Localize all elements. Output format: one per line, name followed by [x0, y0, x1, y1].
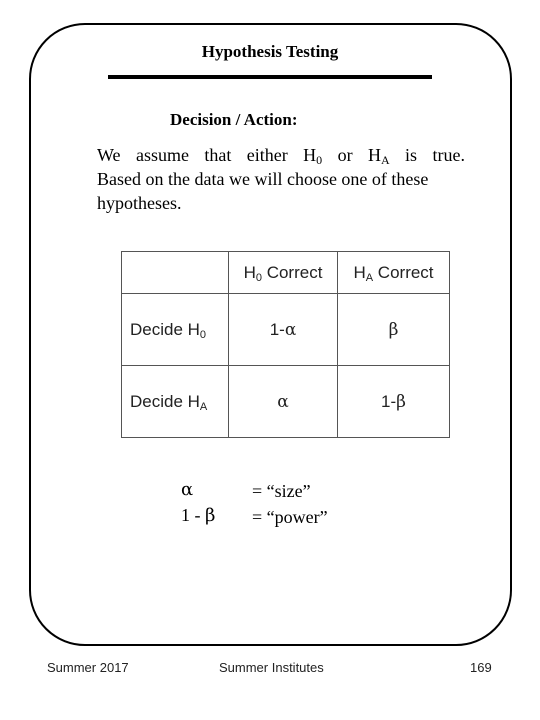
- table-header-row: [122, 252, 450, 294]
- decision-table: [121, 251, 450, 438]
- definition-alpha-meaning: = “size”: [252, 481, 311, 501]
- definition-power-meaning: = “power”: [252, 507, 328, 527]
- definition-alpha-symbol: α: [181, 479, 194, 500]
- word: or: [337, 145, 353, 165]
- cell-alpha: α: [229, 366, 338, 438]
- row-label-decide-ha: Decide $H_A$: [122, 366, 229, 438]
- paragraph-rest: Based on the data we will choose one of these hypotheses.: [97, 169, 429, 213]
- table-row: [122, 294, 450, 366]
- cell-one-minus-alpha: 1-α: [229, 294, 338, 366]
- title-underline: [108, 75, 432, 79]
- definition-power-symbol: 1 - β: [181, 505, 216, 526]
- word: assume: [135, 145, 189, 165]
- ha-symbol: $H_A$: [367, 145, 390, 167]
- word: We: [97, 145, 121, 165]
- paragraph-first-line: [97, 143, 465, 167]
- slide-title: Hypothesis Testing: [201, 42, 339, 61]
- h0-symbol: $H_0$: [303, 145, 323, 167]
- word: true.: [432, 145, 465, 165]
- header-h0-correct: $H_0$ Correct: [229, 252, 338, 294]
- row-label-decide-h0: Decide $H_0$: [122, 294, 229, 366]
- header-ha-correct: $H_A$ Correct: [338, 252, 450, 294]
- cell-one-minus-beta: 1-β: [338, 366, 450, 438]
- table-row: [122, 366, 450, 438]
- footer-institute: Summer Institutes: [219, 660, 324, 675]
- intro-paragraph: [97, 143, 465, 215]
- slide-number: 169: [470, 660, 492, 675]
- section-heading: Decision / Action:: [170, 110, 298, 129]
- word: is: [405, 145, 418, 165]
- word: that: [204, 145, 232, 165]
- word: either: [246, 145, 288, 165]
- cell-beta: β: [338, 294, 450, 366]
- corner-cell: [122, 252, 229, 294]
- footer-date: Summer 2017: [47, 660, 129, 675]
